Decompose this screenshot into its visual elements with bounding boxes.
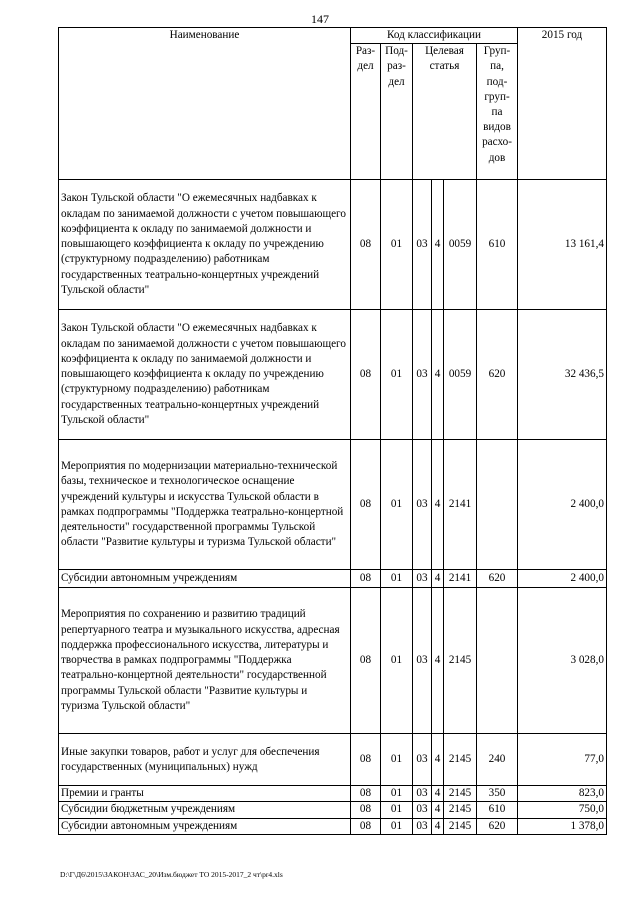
row-name: Премии и гранты: [59, 786, 351, 802]
header-name: Наименование: [59, 28, 351, 180]
row-group: 620: [477, 570, 518, 588]
table-row: [59, 786, 607, 802]
row-amount: 750,0: [518, 802, 607, 818]
row-target-direction: 2145: [444, 588, 477, 734]
row-target-program: 03: [413, 310, 432, 440]
row-target-direction: 2141: [444, 570, 477, 588]
row-subsection: 01: [381, 570, 413, 588]
row-name: Субсидии автономным учреждениям: [59, 570, 351, 588]
row-subsection: 01: [381, 310, 413, 440]
row-group: 610: [477, 802, 518, 818]
row-section: 08: [351, 818, 381, 834]
row-target-direction: 2145: [444, 818, 477, 834]
row-target-subprogram: 4: [432, 570, 444, 588]
row-target-subprogram: 4: [432, 786, 444, 802]
table-row: [59, 818, 607, 834]
row-target-program: 03: [413, 570, 432, 588]
row-target-direction: 2145: [444, 734, 477, 786]
header-classification: Код классификации: [351, 28, 518, 44]
footer-file-path: D:\Г\Д6\2015\ЗАКОН\ЗАС_20\Изм.бюджет ТО 2015-2017_2 чт\pr4.xls: [60, 870, 283, 879]
row-subsection: 01: [381, 734, 413, 786]
row-amount: 1 378,0: [518, 818, 607, 834]
row-section: 08: [351, 570, 381, 588]
row-target-subprogram: 4: [432, 180, 444, 310]
row-target-subprogram: 4: [432, 588, 444, 734]
table-row: [59, 570, 607, 588]
row-name: Субсидии автономным учреждениям: [59, 818, 351, 834]
row-amount: 823,0: [518, 786, 607, 802]
row-target-program: 03: [413, 802, 432, 818]
row-amount: 13 161,4: [518, 180, 607, 310]
row-name: Закон Тульской области "О ежемесячных надбавках к окладам по занимаемой должности с учетом повышающего коэффициента к окладу по занимаемой должности и повышающего коэффициента к окладу по учреждению (структурному подразделению) работникам государственных театрально-концертных учреждений Тульской области": [59, 180, 351, 310]
row-subsection: 01: [381, 180, 413, 310]
row-section: 08: [351, 734, 381, 786]
row-target-direction: 2145: [444, 786, 477, 802]
table-row: [59, 802, 607, 818]
row-target-direction: 2145: [444, 802, 477, 818]
header-section: Раз- дел: [351, 44, 381, 180]
header-year: 2015 год: [518, 28, 607, 180]
row-target-subprogram: 4: [432, 818, 444, 834]
row-name: Мероприятия по сохранению и развитию традиций репертуарного театра и музыкального искусства, адресная поддержка профессионального искусства, литературы и творчества в рамках подпрограммы "Поддержка театрально-концертной деятельности" государственной программы Тульской области "Развитие культуры и туризма Тульской области": [59, 588, 351, 734]
row-target-subprogram: 4: [432, 802, 444, 818]
row-subsection: 01: [381, 786, 413, 802]
row-target-program: 03: [413, 786, 432, 802]
table-row: [59, 588, 607, 734]
row-amount: 77,0: [518, 734, 607, 786]
row-target-direction: 2141: [444, 440, 477, 570]
row-group: [477, 440, 518, 570]
row-target-direction: 0059: [444, 180, 477, 310]
row-name: Мероприятия по модернизации материально-технической базы, техническое и технологическое оснащение учреждений культуры и искусства Тульской области в рамках подпрограммы "Поддержка театрально-концертной деятельности" государственной программы Тульской области "Развитие культуры и туризма Тульской области": [59, 440, 351, 570]
row-target-subprogram: 4: [432, 734, 444, 786]
row-group: 620: [477, 818, 518, 834]
row-section: 08: [351, 180, 381, 310]
row-name: Закон Тульской области "О ежемесячных надбавках к окладам по занимаемой должности с учетом повышающего коэффициента к окладу по занимаемой должности и повышающего коэффициента к окладу по учреждению (структурному подразделению) работникам государственных театрально-концертных учреждений Тульской области": [59, 310, 351, 440]
row-section: 08: [351, 310, 381, 440]
row-subsection: 01: [381, 818, 413, 834]
row-target-subprogram: 4: [432, 440, 444, 570]
row-group: [477, 588, 518, 734]
budget-table: [58, 27, 607, 835]
row-group: 610: [477, 180, 518, 310]
row-target-program: 03: [413, 588, 432, 734]
row-subsection: 01: [381, 802, 413, 818]
row-section: 08: [351, 588, 381, 734]
row-amount: 3 028,0: [518, 588, 607, 734]
header-group: Груп- па, под- груп- па видов расхо- дов: [477, 44, 518, 180]
row-amount: 2 400,0: [518, 570, 607, 588]
row-target-program: 03: [413, 818, 432, 834]
row-target-program: 03: [413, 734, 432, 786]
row-section: 08: [351, 786, 381, 802]
row-group: 620: [477, 310, 518, 440]
row-subsection: 01: [381, 440, 413, 570]
row-group: 240: [477, 734, 518, 786]
header-subsection: Под- раз- дел: [381, 44, 413, 180]
table-row: [59, 734, 607, 786]
row-target-subprogram: 4: [432, 310, 444, 440]
table-row: [59, 310, 607, 440]
row-subsection: 01: [381, 588, 413, 734]
row-section: 08: [351, 802, 381, 818]
row-target-program: 03: [413, 180, 432, 310]
row-name: Иные закупки товаров, работ и услуг для обеспечения государственных (муниципальных) нужд: [59, 734, 351, 786]
row-name: Субсидии бюджетным учреждениям: [59, 802, 351, 818]
row-amount: 32 436,5: [518, 310, 607, 440]
row-target-program: 03: [413, 440, 432, 570]
page-number: 147: [311, 12, 329, 26]
row-group: 350: [477, 786, 518, 802]
row-section: 08: [351, 440, 381, 570]
table-row: [59, 440, 607, 570]
header-target: Целевая статья: [413, 44, 477, 180]
row-amount: 2 400,0: [518, 440, 607, 570]
table-row: [59, 180, 607, 310]
row-target-direction: 0059: [444, 310, 477, 440]
